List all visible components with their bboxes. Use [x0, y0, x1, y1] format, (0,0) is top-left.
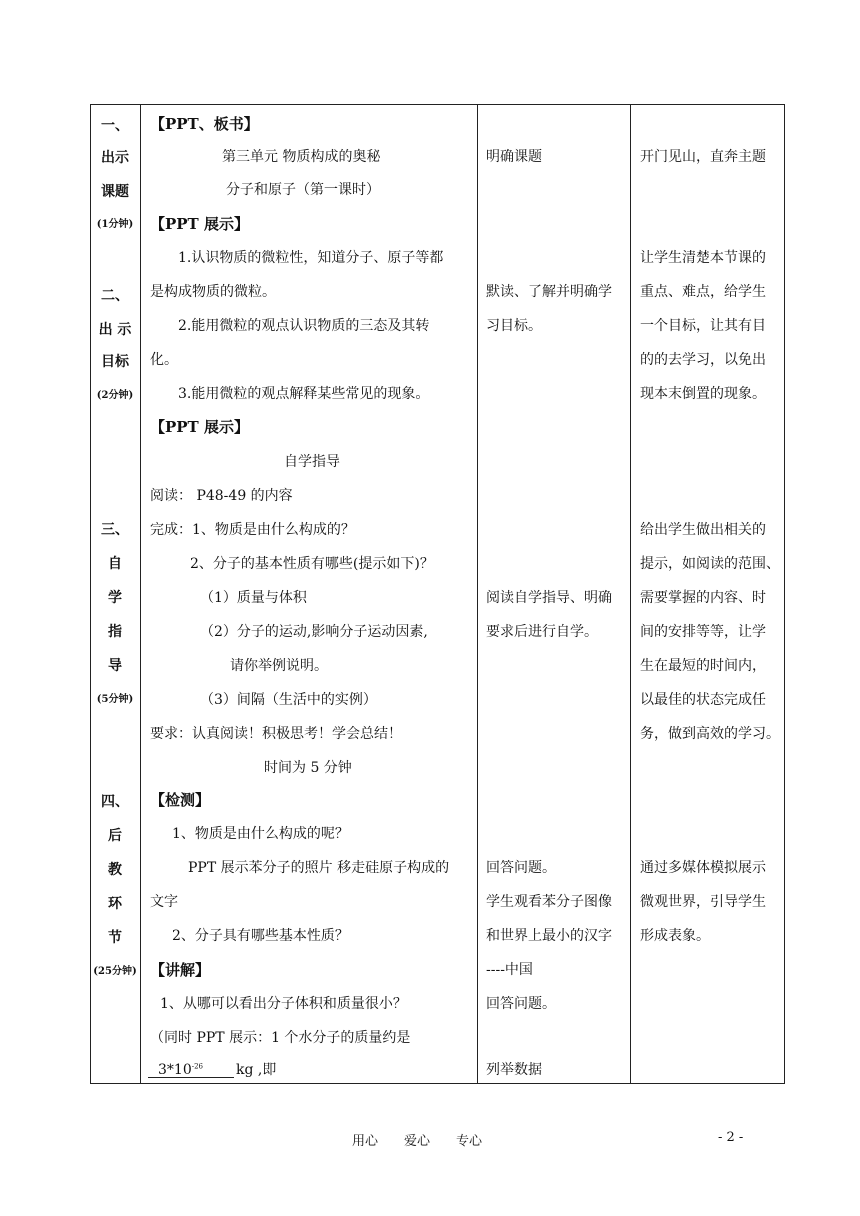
- stage-label: 导: [108, 658, 122, 674]
- stage-label: 节: [108, 930, 122, 946]
- content-line: 1.认识物质的微粒性，知道分子、原子等都: [178, 250, 444, 266]
- column-divider: [477, 104, 478, 1084]
- student-activity: 列举数据: [486, 1062, 542, 1078]
- formula-value: 3*10: [158, 1062, 192, 1078]
- content-line: 3.能用微粒的观点解释某些常见的现象。: [178, 386, 430, 402]
- column-divider: [140, 104, 141, 1084]
- page-number: - 2 -: [718, 1130, 744, 1145]
- student-activity: 回答问题。: [486, 860, 556, 876]
- design-intent: 一个目标，让其有目: [640, 318, 766, 334]
- content-line: 时间为 5 分钟: [264, 760, 352, 776]
- stage-label: 三、: [101, 522, 129, 538]
- stage-label: 出 示: [98, 322, 132, 338]
- content-line: 1、物质是由什么构成的呢？: [172, 826, 349, 842]
- student-activity: ----中国: [486, 962, 533, 978]
- design-intent: 微观世界，引导学生: [640, 894, 766, 910]
- content-line: 阅读： P48-49 的内容: [150, 488, 293, 504]
- design-intent: 间的安排等等，让学: [640, 624, 766, 640]
- design-intent: 开门见山，直奔主题: [640, 149, 766, 165]
- design-intent: 给出学生做出相关的: [640, 522, 766, 538]
- section-heading: 【讲解】: [150, 961, 211, 979]
- student-activity: 阅读自学指导、明确: [486, 590, 612, 606]
- stage-label: 四、: [101, 794, 129, 810]
- design-intent: 重点、难点，给学生: [640, 284, 766, 300]
- content-line: 请你举例说明。: [230, 658, 328, 674]
- content-line: 完成：1、物质是由什么构成的？: [150, 522, 355, 538]
- content-line: 要求：认真阅读！积极思考！学会总结！: [150, 726, 402, 742]
- design-intent: 的的去学习，以免出: [640, 352, 766, 368]
- content-line: 自学指导: [284, 454, 340, 470]
- content-line: 2.能用微粒的观点认识物质的三态及其转: [178, 318, 430, 334]
- stage-label: 目标: [101, 354, 129, 370]
- design-intent: 让学生清楚本节课的: [640, 250, 766, 266]
- stage-label: 一、: [101, 118, 129, 134]
- design-intent: 通过多媒体模拟展示: [640, 860, 766, 876]
- design-intent: 提示，如阅读的范围、: [640, 556, 780, 572]
- stage-duration: (2分钟): [96, 390, 134, 401]
- content-line: （同时 PPT 展示：1 个水分子的质量约是: [150, 1030, 411, 1046]
- stage-label: 指: [108, 624, 122, 640]
- section-heading: 【PPT 展示】: [150, 418, 249, 436]
- content-line: （1）质量与体积: [200, 590, 307, 606]
- stage-duration: (1分钟): [96, 219, 134, 230]
- content-line: 分子和原子（第一课时）: [226, 182, 380, 198]
- stage-label: 学: [108, 590, 122, 606]
- design-intent: 生在最短的时间内，: [640, 658, 766, 674]
- content-line: 是构成物质的微粒。: [150, 284, 276, 300]
- formula-unit: kg ,即: [236, 1062, 277, 1078]
- stage-duration: (25分钟): [93, 966, 137, 977]
- content-line: 文字: [150, 894, 178, 910]
- design-intent: 务，做到高效的学习。: [640, 726, 780, 742]
- content-line: （3）间隔（生活中的实例）: [200, 692, 377, 708]
- design-intent: 形成表象。: [640, 928, 710, 944]
- footer-motto: 用心 爱心 专心: [352, 1134, 483, 1149]
- stage-label: 环: [108, 896, 122, 912]
- student-activity: 习目标。: [486, 318, 542, 334]
- student-activity: 和世界上最小的汉字: [486, 928, 612, 944]
- content-line: 1、从哪可以看出分子体积和质量很小？: [160, 996, 407, 1012]
- student-activity: 明确课题: [486, 149, 542, 165]
- design-intent: 现本末倒置的现象。: [640, 386, 766, 402]
- content-line: 2、分子具有哪些基本性质？: [172, 928, 349, 944]
- content-line: PPT 展示苯分子的照片 移走硅原子构成的: [188, 860, 450, 876]
- stage-duration: (5分钟): [96, 694, 134, 705]
- content-line: （2）分子的运动,影响分子运动因素,: [200, 624, 428, 640]
- section-heading: 【PPT 展示】: [150, 215, 249, 233]
- column-divider: [630, 104, 631, 1084]
- section-heading: 【PPT、板书】: [150, 115, 259, 133]
- design-intent: 需要掌握的内容、时: [640, 590, 766, 606]
- content-line: 化。: [150, 352, 178, 368]
- stage-label: 课题: [101, 184, 129, 200]
- student-activity: 学生观看苯分子图像: [486, 894, 612, 910]
- content-line: 第三单元 物质构成的奥秘: [222, 149, 381, 165]
- fill-blank-underline: [148, 1077, 234, 1078]
- design-intent: 以最佳的状态完成任: [640, 692, 766, 708]
- content-line: 2、分子的基本性质有哪些(提示如下)？: [190, 556, 434, 572]
- stage-label: 教: [108, 862, 122, 878]
- stage-label: 出示: [101, 150, 129, 166]
- student-activity: 默读、了解并明确学: [486, 284, 612, 300]
- formula-exponent: -26: [191, 1062, 204, 1071]
- stage-label: 二、: [101, 288, 129, 304]
- section-heading: 【检测】: [150, 791, 211, 809]
- student-activity: 要求后进行自学。: [486, 624, 598, 640]
- student-activity: 回答问题。: [486, 996, 556, 1012]
- stage-label: 后: [108, 828, 122, 844]
- stage-label: 自: [108, 556, 122, 572]
